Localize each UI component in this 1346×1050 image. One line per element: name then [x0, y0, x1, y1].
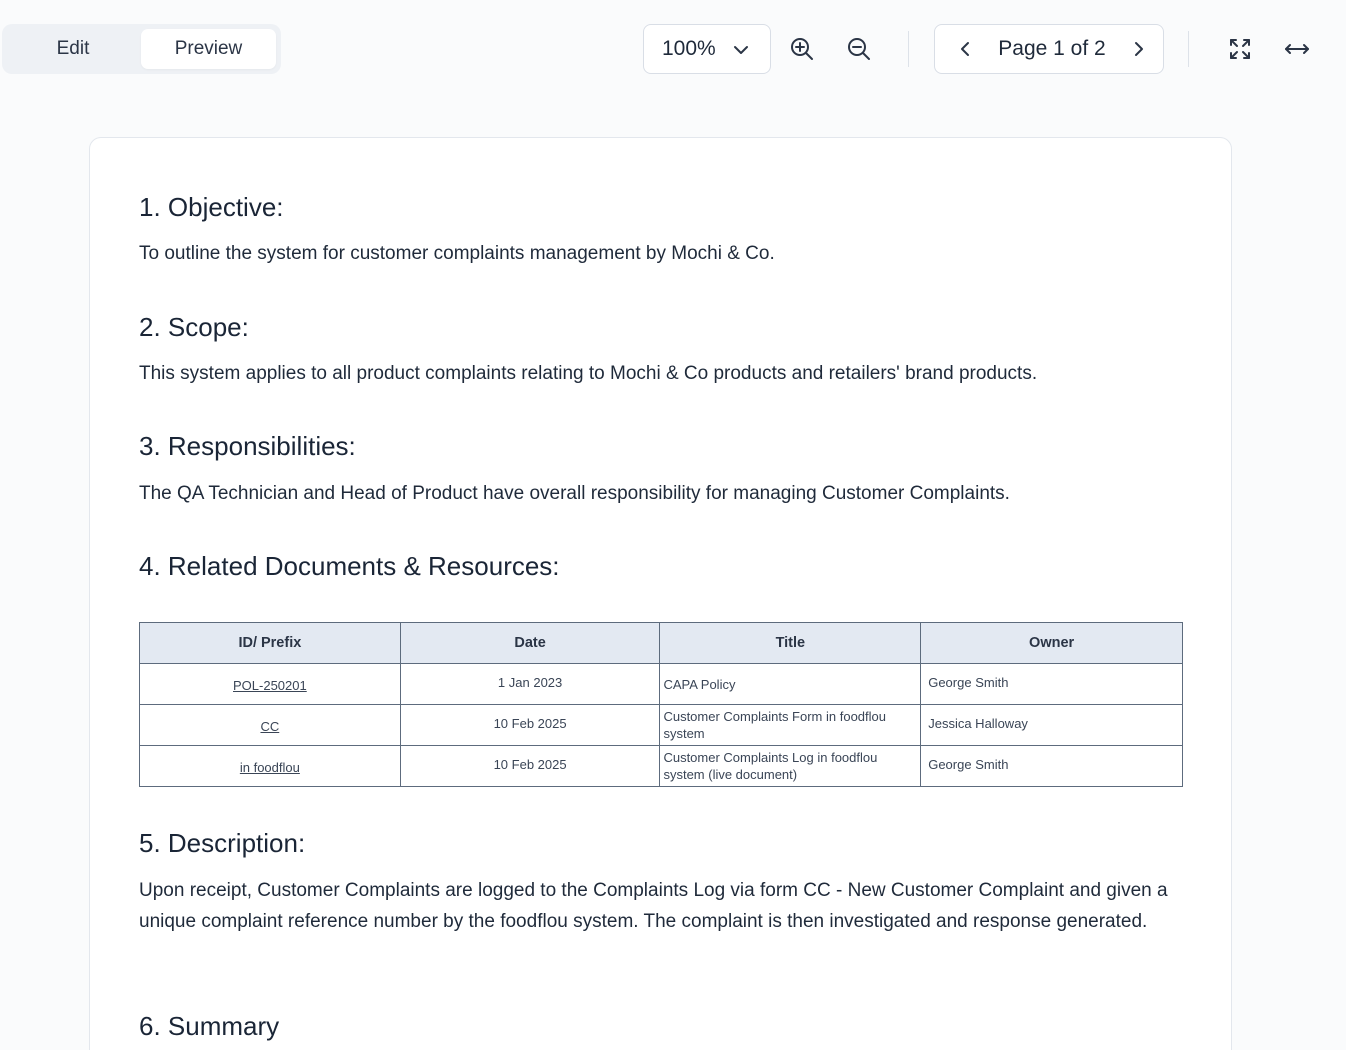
chevron-down-icon: [732, 41, 750, 65]
cell-date: 10 Feb 2025: [400, 746, 660, 787]
cell-title: Customer Complaints Log in foodflou system (live document): [660, 746, 921, 787]
page-navigator: [934, 24, 1164, 74]
cell-owner: George Smith: [921, 664, 1183, 705]
section-body-scope: This system applies to all product complaints relating to Mochi & Co products and retailers' brand products.: [139, 363, 1038, 384]
chevron-right-icon[interactable]: [1127, 38, 1149, 60]
table-row: [140, 664, 1183, 705]
section-heading-summary: 6. Summary: [139, 1011, 280, 1041]
mode-toggle: [2, 24, 281, 74]
fit-width-icon[interactable]: [1280, 32, 1314, 66]
zoom-value: 100%: [662, 37, 716, 60]
cell-title: Customer Complaints Form in foodflou system: [660, 705, 921, 746]
document-link[interactable]: in foodflou: [239, 760, 300, 775]
cell-id: [140, 664, 401, 705]
document-link[interactable]: POL-250201: [233, 678, 307, 693]
section-heading-description: 5. Description:: [139, 828, 306, 858]
fullscreen-icon[interactable]: [1223, 32, 1257, 66]
section-heading-scope: 2. Scope:: [139, 312, 249, 342]
zoom-in-icon[interactable]: [785, 32, 819, 66]
document-page: [89, 137, 1232, 1050]
column-header-date: Date: [400, 623, 660, 664]
edit-tab[interactable]: Edit: [7, 29, 139, 69]
section-heading-responsibilities: 3. Responsibilities:: [139, 431, 356, 461]
cell-owner: George Smith: [921, 746, 1183, 787]
column-header-id: ID/ Prefix: [140, 623, 401, 664]
section-heading-related: 4. Related Documents & Resources:: [139, 551, 560, 581]
cell-id: [140, 705, 401, 746]
table-header-row: [140, 623, 1183, 664]
table-row: [140, 705, 1183, 746]
chevron-left-icon[interactable]: [955, 38, 977, 60]
column-header-title: Title: [660, 623, 921, 664]
document-link[interactable]: CC: [260, 719, 280, 734]
cell-title: CAPA Policy: [660, 664, 921, 705]
preview-tab[interactable]: Preview: [141, 29, 276, 69]
cell-date: 1 Jan 2023: [400, 664, 660, 705]
section-heading-objective: 1. Objective:: [139, 192, 284, 222]
zoom-select[interactable]: [643, 24, 771, 74]
page-indicator: Page 1 of 2: [998, 37, 1106, 60]
column-header-owner: Owner: [921, 623, 1183, 664]
table-row: [140, 746, 1183, 787]
toolbar-divider: [1188, 31, 1189, 67]
section-body-objective: To outline the system for customer complaints management by Mochi & Co.: [139, 243, 775, 264]
toolbar-divider: [908, 31, 909, 67]
section-body-description: Upon receipt, Customer Complaints are logged to the Complaints Log via form CC - New Customer Complaint and given a unique complaint reference number by the foodflou system. The complaint is then investigated and response generated.: [139, 880, 1168, 932]
related-documents-table: [139, 622, 1183, 787]
zoom-out-icon[interactable]: [842, 32, 876, 66]
cell-date: 10 Feb 2025: [400, 705, 660, 746]
cell-owner: Jessica Halloway: [921, 705, 1183, 746]
cell-id: [140, 746, 401, 787]
section-body-responsibilities: The QA Technician and Head of Product have overall responsibility for managing Customer Complaints.: [139, 483, 1010, 504]
